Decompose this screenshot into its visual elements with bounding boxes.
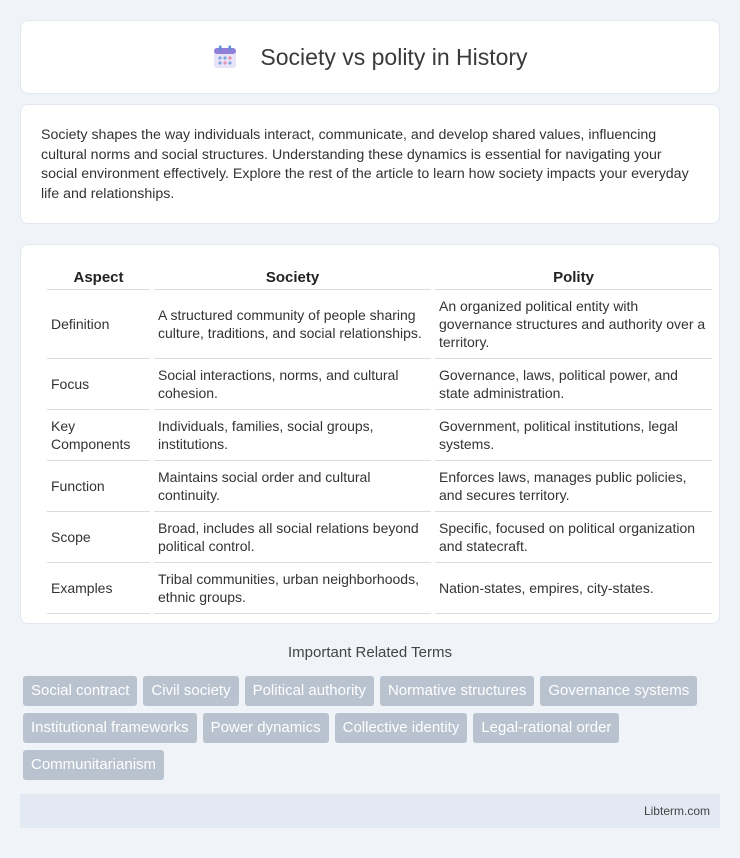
table-header-row [47, 267, 712, 290]
row-polity: Nation-states, empires, city-states. [435, 563, 712, 614]
related-term-tag[interactable]: Collective identity [335, 713, 468, 743]
row-aspect: Focus [47, 359, 150, 410]
row-aspect: Definition [47, 290, 150, 359]
table-row [47, 290, 712, 359]
row-polity: Enforces laws, manages public policies, and secures territory. [435, 461, 712, 512]
related-term-tag[interactable]: Power dynamics [203, 713, 329, 743]
table-row [47, 461, 712, 512]
related-term-tag[interactable]: Normative structures [380, 676, 534, 706]
comparison-table-card [20, 244, 720, 624]
row-polity: Governance, laws, political power, and state administration. [435, 359, 712, 410]
related-term-tag[interactable]: Governance systems [540, 676, 697, 706]
row-society: Social interactions, norms, and cultural cohesion. [154, 359, 431, 410]
row-society: Tribal communities, urban neighborhoods, ethnic groups. [154, 563, 431, 614]
row-polity: An organized political entity with governance structures and authority over a territory. [435, 290, 712, 359]
page-title: Society vs polity in History [260, 43, 528, 70]
table-row [47, 359, 712, 410]
row-polity: Specific, focused on political organization and statecraft. [435, 512, 712, 563]
related-term-tag[interactable]: Political authority [245, 676, 374, 706]
row-aspect: Function [47, 461, 150, 512]
row-aspect: Scope [47, 512, 150, 563]
intro-paragraph: Society shapes the way individuals interact, communicate, and develop shared values, influencing cultural norms and social structures. Understanding these dynamics is essential for navigating your social environment effectively. Explore the rest of the article to learn how society impacts your everyday life and relationships. [41, 127, 689, 202]
table-row [47, 512, 712, 563]
row-aspect: Key Components [47, 410, 150, 461]
row-polity: Government, political institutions, legal systems. [435, 410, 712, 461]
related-term-tag[interactable]: Legal-rational order [473, 713, 619, 743]
table-row [47, 563, 712, 614]
row-society: Broad, includes all social relations beyond political control. [154, 512, 431, 563]
header-aspect: Aspect [47, 267, 150, 290]
related-term-tag[interactable]: Communitarianism [23, 750, 164, 780]
related-terms-title: Important Related Terms [288, 644, 452, 661]
header-society: Society [154, 267, 431, 290]
row-aspect: Examples [47, 563, 150, 614]
footer-site-link[interactable]: Libterm.com [643, 804, 710, 818]
row-society: Maintains social order and cultural continuity. [154, 461, 431, 512]
related-term-tag[interactable]: Social contract [23, 676, 137, 706]
header-polity: Polity [435, 267, 712, 290]
footer [20, 794, 720, 828]
title-card [20, 20, 720, 94]
table-row [47, 410, 712, 461]
row-society: A structured community of people sharing culture, traditions, and social relationships. [154, 290, 431, 359]
intro-card [20, 104, 720, 224]
row-society: Individuals, families, social groups, institutions. [154, 410, 431, 461]
calendar-icon [212, 44, 238, 70]
related-term-tag[interactable]: Institutional frameworks [23, 713, 197, 743]
related-terms-list [23, 676, 723, 780]
comparison-table [43, 267, 716, 614]
related-term-tag[interactable]: Civil society [143, 676, 238, 706]
